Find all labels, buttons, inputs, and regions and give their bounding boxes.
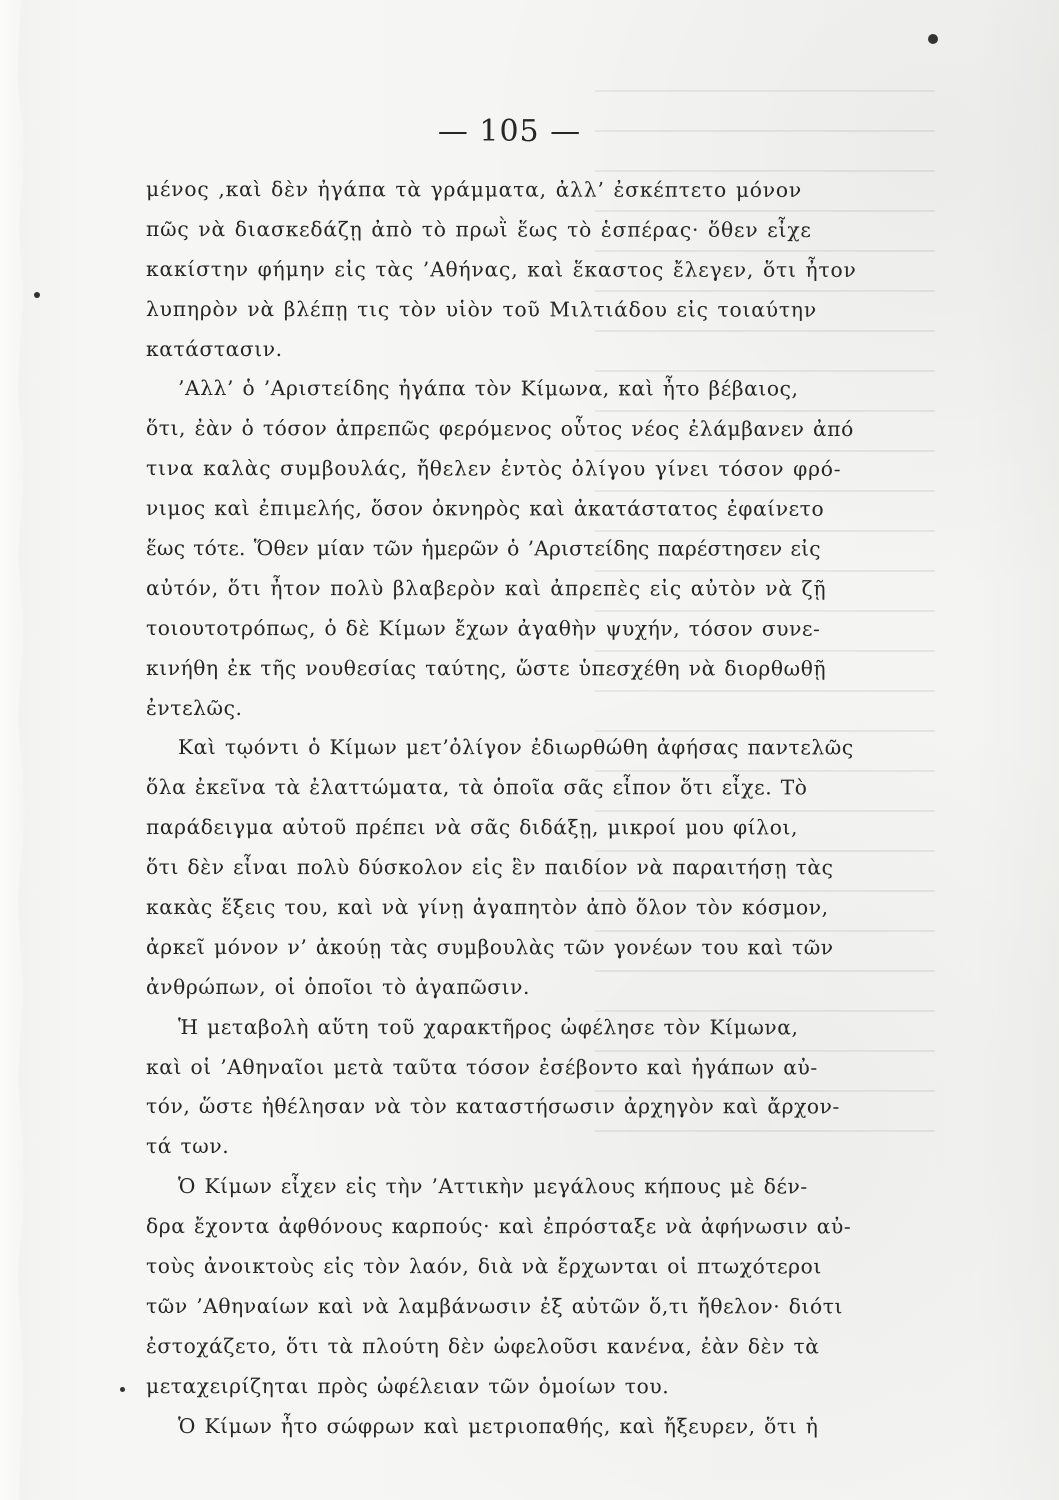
text-line: μεταχειρίζηται πρὸς ὠφέλειαν τῶν ὁμοίων του. bbox=[145, 1373, 670, 1398]
text-line: ὅτι δὲν εἶναι πολὺ δύσκολον εἰς ἓν παιδίον νὰ παραιτήσῃ τὰς bbox=[145, 855, 834, 880]
ink-spot bbox=[120, 1387, 125, 1392]
text-line: ὅλα ἐκεῖνα τὰ ἐλαττώματα, τὰ ὁποῖα σᾶς εἶπον ὅτι εἶχε. Τὸ bbox=[145, 775, 808, 800]
text-line: ἀρκεῖ μόνον ν’ ἀκούῃ τὰς συμβουλὰς τῶν γονέων του καὶ τῶν bbox=[145, 934, 834, 960]
text-line: Καὶ τῳόντι ὁ Κίμων μετ’ὀλίγον ἐδιωρθώθη ἀφήσας παντελῶς bbox=[177, 735, 854, 760]
text-line: λυπηρὸν νὰ βλέπῃ τις τὸν υἱὸν τοῦ Μιλτιάδου εἰς τοιαύτην bbox=[145, 296, 818, 322]
text-line: τοὺς ἀνοικτοὺς εἰς τὸν λαόν, διὰ νὰ ἔρχωνται οἱ πτωχότεροι bbox=[145, 1254, 822, 1279]
text-line: ’Αλλ’ ὁ ’Αριστείδης ἠγάπα τὸν Κίμωνα, καὶ ἦτο βέβαιος, bbox=[177, 376, 799, 402]
text-line: καὶ οἱ ’Αθηναῖοι μετὰ ταῦτα τόσον ἐσέβοντο καὶ ἠγάπων αὐ- bbox=[145, 1054, 818, 1079]
text-line: ἕως τότε. Ὅθεν μίαν τῶν ἡμερῶν ὁ ’Αριστείδης παρέστησεν εἰς bbox=[145, 536, 821, 561]
ink-spot bbox=[34, 292, 40, 298]
text-line: δρα ἔχοντα ἀφθόνους καρπούς· καὶ ἐπρόσταξε νὰ ἀφήνωσιν αὐ- bbox=[145, 1214, 852, 1239]
text-line: τά των. bbox=[146, 1134, 230, 1159]
text-line: πῶς νὰ διασκεδάζῃ ἀπὸ τὸ πρωῒ ἕως τὸ ἑσπέρας· ὅθεν εἶχε bbox=[145, 216, 812, 242]
text-line: αὐτόν, ὅτι ἦτον πολὺ βλαβερὸν καὶ ἀπρεπὲς εἰς αὐτὸν νὰ ζῇ bbox=[145, 575, 827, 601]
torn-left-edge bbox=[0, 0, 30, 1500]
text-line: τῶν ’Αθηναίων καὶ νὰ λαμβάνωσιν ἐξ αὐτῶν ὅ,τι ἤθελον· διότι bbox=[145, 1293, 844, 1319]
text-line: τοιουτοτρόπως, ὁ δὲ Κίμων ἔχων ἀγαθὴν ψυχήν, τόσον συνε- bbox=[145, 615, 821, 641]
text-line: ὅτι, ἐὰν ὁ τόσον ἀπρεπῶς φερόμενος οὗτος νέος ἐλάμβανεν ἀπό bbox=[145, 416, 854, 442]
text-line: κατάστασιν. bbox=[146, 336, 283, 361]
text-line: τινα καλὰς συμβουλάς, ἤθελεν ἐντὸς ὀλίγου γίνει τόσον φρό- bbox=[145, 456, 842, 482]
text-line: κινήθη ἐκ τῆς νουθεσίας ταύτης, ὥστε ὑπεσχέθη νὰ διορθωθῇ bbox=[145, 655, 827, 681]
text-line: μένος ,καὶ δὲν ἠγάπα τὰ γράμματα, ἀλλ’ ἐσκέπτετο μόνον bbox=[145, 177, 803, 202]
text-line: Ὁ Κίμων ἦτο σώφρων καὶ μετριοπαθής, καὶ ἤξευρεν, ὅτι ἡ bbox=[177, 1413, 819, 1438]
text-line: Ὁ Κίμων εἶχεν εἰς τὴν ’Αττικὴν μεγάλους κήπους μὲ δέν- bbox=[177, 1174, 808, 1199]
text-line: ἐστοχάζετο, ὅτι τὰ πλούτη δὲν ὠφελοῦσι κανένα, ἐὰν δὲν τὰ bbox=[145, 1333, 820, 1359]
text-line: ἀνθρώπων, οἱ ὁποῖοι τὸ ἀγαπῶσιν. bbox=[146, 974, 531, 999]
ink-spot bbox=[928, 34, 938, 44]
page-number: — 105 — bbox=[437, 114, 582, 149]
text-line: τόν, ὥστε ἠθέλησαν νὰ τὸν καταστήσωσιν ἀρχηγὸν καὶ ἄρχον- bbox=[145, 1094, 840, 1119]
text-line: παράδειγμα αὐτοῦ πρέπει νὰ σᾶς διδάξῃ, μικροί μου φίλοι, bbox=[145, 815, 799, 840]
text-line: νιμος καὶ ἐπιμελής, ὅσον ὀκνηρὸς καὶ ἀκατάστατος ἐφαίνετο bbox=[145, 496, 825, 521]
text-line: ἐντελῶς. bbox=[146, 695, 243, 720]
text-line: κακὰς ἕξεις του, καὶ νὰ γίνῃ ἀγαπητὸν ἀπὸ ὅλον τὸν κόσμον, bbox=[145, 895, 829, 920]
text-line: Ἡ μεταβολὴ αὕτη τοῦ χαρακτῆρος ὠφέλησε τὸν Κίμωνα, bbox=[177, 1014, 799, 1040]
body-text bbox=[146, 170, 886, 1447]
text-line: κακίστην φήμην εἰς τὰς ’Αθήνας, καὶ ἕκαστος ἔλεγεν, ὅτι ἦτον bbox=[145, 256, 857, 282]
